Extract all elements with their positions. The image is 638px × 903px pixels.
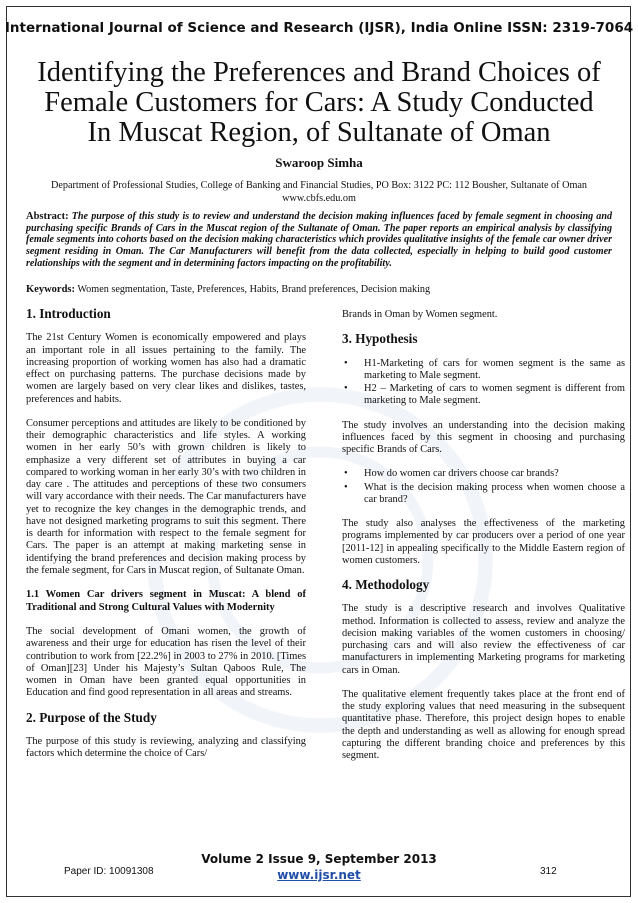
section-heading-purpose: 2. Purpose of the Study	[26, 709, 157, 725]
bullet-icon: •	[344, 481, 348, 493]
list-item-text: What is the decision making process when women choose a car brand?	[364, 481, 625, 505]
page-border-top	[6, 6, 631, 7]
paragraph: The study involves an understanding into the decision making influences faced by this segment in choosing and purchasing specific Brands of Cars.	[342, 419, 625, 455]
abstract-label: Abstract:	[26, 211, 69, 222]
hypothesis-list	[342, 358, 625, 408]
paragraph: The qualitative element frequently takes place at the front end of the study exploring values that need measuring in the subsequent quantitative phase. Therefore, this project design hopes to enable the depth and understanding as well as allowing for enough spread capturing the different branding choice and preferences by this segment.	[342, 688, 625, 761]
list-item-text: H2 – Marketing of cars to women segment is different from marketing to Male segment.	[364, 383, 625, 407]
list-item-text: How do women car drivers choose car brands?	[364, 468, 559, 480]
paragraph: The study is a descriptive research and involves Qualitative method. Information is collected to assess, review and analyze the decision making variables of the women customers in choosing/ purchasing cars and will also review the effectiveness of car manufacturers in implementing Marketing programs for marketing cars in Oman.	[342, 603, 625, 676]
page-border-left	[6, 6, 7, 896]
paragraph: Brands in Oman by Women segment.	[342, 309, 498, 320]
page-border-bottom	[6, 896, 631, 897]
keywords	[26, 284, 612, 295]
affiliation-website: www.cbfs.edu.om	[282, 192, 356, 204]
list-item	[342, 358, 625, 383]
section-heading-introduction: 1. Introduction	[26, 306, 111, 321]
section-heading-methodology: 4. Methodology	[342, 577, 430, 592]
left-column	[26, 308, 306, 772]
footer-website-link[interactable]: www.ijsr.net	[277, 868, 361, 882]
footer-paper-id: Paper ID: 10091308	[64, 866, 154, 877]
list-item-text: H1-Marketing of cars for women segment is the same as marketing to Male segment.	[364, 357, 625, 381]
questions-list	[342, 468, 625, 506]
paragraph: The purpose of this study is reviewing, analyzing and classifying factors which determine the choice of Cars/	[26, 735, 306, 759]
journal-header: International Journal of Science and Research (IJSR), India Online ISSN: 2319-7064	[4, 20, 634, 36]
footer-volume: Volume 2 Issue 9, September 2013	[201, 852, 437, 866]
page-border-right	[630, 6, 631, 896]
author-name: Swaroop Simha	[275, 155, 363, 170]
bullet-icon: •	[344, 357, 348, 369]
author-affiliation	[40, 180, 598, 205]
paper-title: Identifying the Preferences and Brand Choices of Female Customers for Cars: A Study Conducted In Muscat Region, of Sultanate of Oman	[37, 57, 601, 148]
paragraph: The study also analyses the effectiveness of the marketing programs implemented by car producers over a period of one year [2011-12] in appealing specifically to the Middle Eastern region of women customers.	[342, 518, 625, 566]
paragraph: The 21st Century Women is economically empowered and plays an important role in all issues pertaining to the family. The increasing proportion of working women has also had a dramatic effect on purchasing patterns. The purchase decisions made by women are largely based on very clear likes and dislikes, tastes, preferences and habits.	[26, 332, 306, 405]
abstract-text: The purpose of this study is to review and understand the decision making influences faced by female segment in choosing and purchasing specific Brands of Cars in the Muscat region of the Sultanate of Oman. The paper reports an empirical analysis by classifying female segments into cohorts based on the decision making characteristics which provides qualitative insights of the female car owner driver segment residing in Oman. The Car Manufacturers will benefit from the data collected, especially in helping to build good customer relationships with the segment and in determining factors impacting on the profitability.	[26, 211, 612, 269]
right-column	[342, 309, 625, 774]
footer-page-number: 312	[540, 866, 557, 877]
paragraph: The social development of Omani women, the growth of awareness and their urge for education has risen the level of their contribution to work from [22.2%] in 2003 to 27% in 2010. [Times of Oman][23] Under his Majesty’s Sultan Qaboos Rule, The women in Oman have been granted equal opportunities in Education and find good representation in all areas and streams.	[26, 626, 306, 699]
bullet-icon: •	[344, 383, 348, 394]
paragraph: Consumer perceptions and attitudes are likely to be conditioned by their demographic characteristics and life styles. A working women in her early 50’s with grown children is likely to emphasize a very different set of attributes in buying a car compared to working woman in her early 30’s with two children in day care . The attitudes and perceptions of these two consumers will vary accordance with their needs. The Car manufacturers have yet to recognize the key changes in the demographic trends, and have not designed marketing programs to suit this segment. There is dearth for information with respect to the female segment for Cars. The paper is an attempt at making marketing sense in identifying the brand preferences and decision making process by the female segment, for Cars in Muscat region, of Sultanate Oman.	[26, 417, 306, 576]
keywords-label: Keywords:	[26, 284, 75, 295]
list-item	[342, 383, 625, 408]
section-heading-hypothesis: 3. Hypothesis	[342, 331, 418, 347]
list-item	[342, 482, 625, 507]
subsection-heading: 1.1 Women Car drivers segment in Muscat: A blend of Traditional and Strong Cultural Values with Modernity	[26, 589, 306, 613]
abstract	[26, 211, 612, 270]
keywords-text: Women segmentation, Taste, Preferences, Habits, Brand preferences, Decision making	[77, 284, 431, 295]
list-item	[342, 468, 625, 480]
affiliation-text: Department of Professional Studies, College of Banking and Financial Studies, PO Box: 3122 PC: 112 Bousher, Sultanate of Oman	[51, 180, 587, 191]
bullet-icon: •	[344, 468, 348, 480]
